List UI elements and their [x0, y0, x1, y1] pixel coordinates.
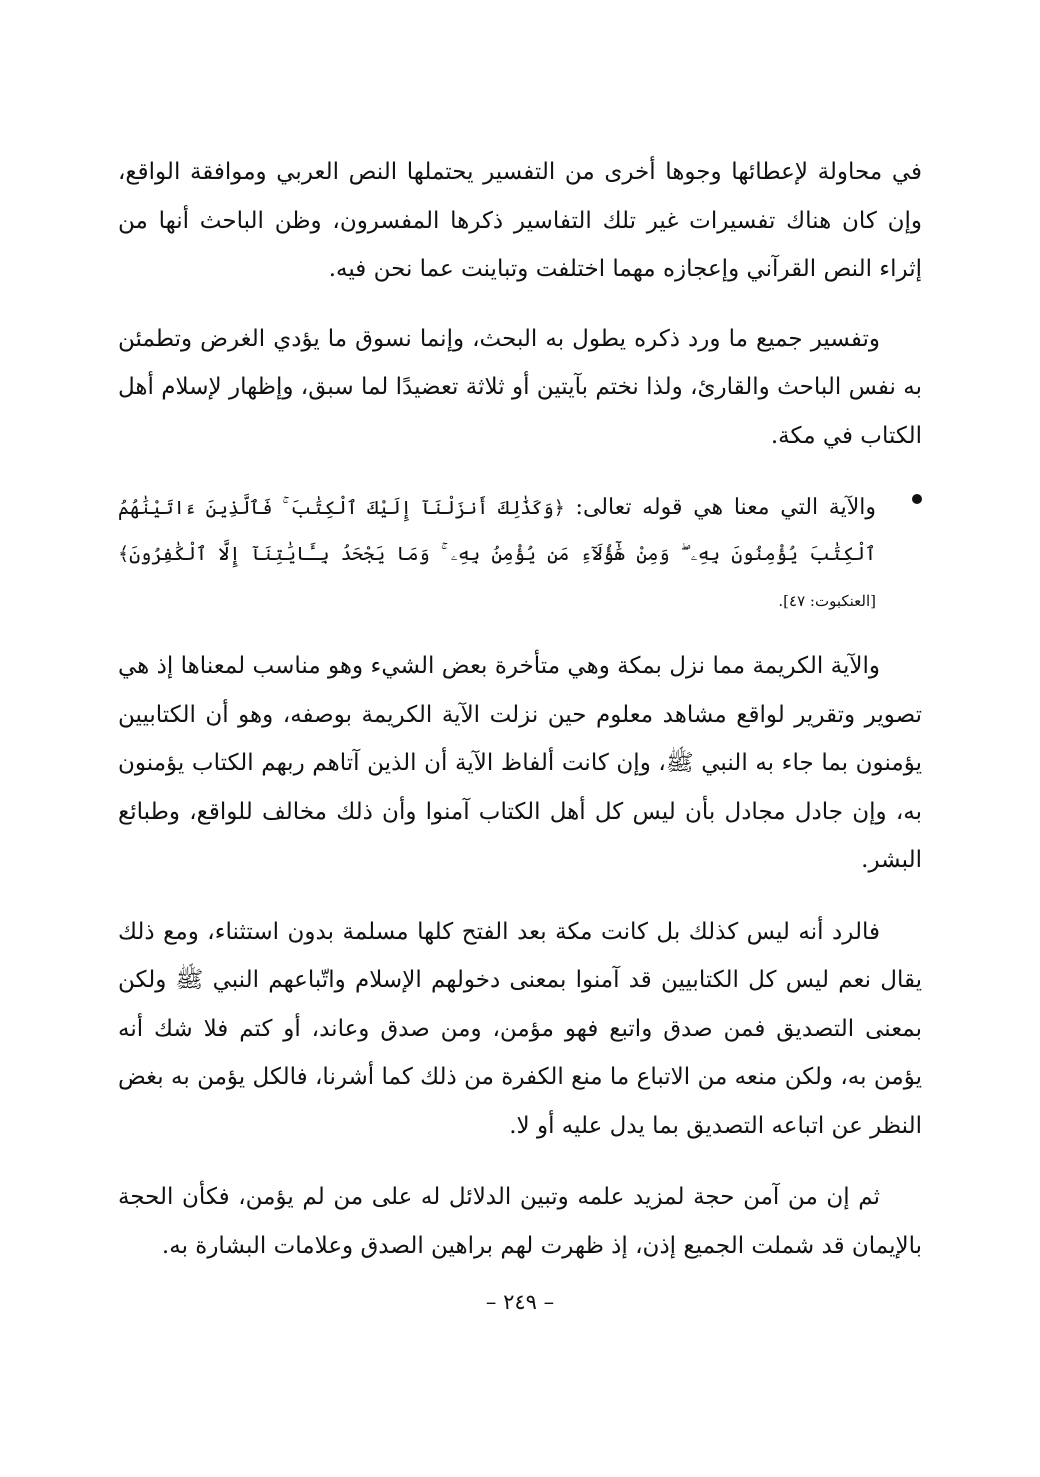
verse-bullet-item — [118, 485, 922, 624]
paragraph-3: والآية الكريمة مما نزل بمكة وهي متأخرة بعض الشيء وهو مناسب لمعناها إذ هي تصوير وتقرير لواقع مشاهد معلوم حين نزلت الآية الكريمة بوصفه، وهو أن الكتابيين يؤمنون بما جاء به النبي ﷺ، وإن كانت ألفاظ الآية أن الذين آتاهم ربهم الكتاب يؤمنون به، وإن جادل مجادل بأن ليس كل أهل الكتاب آمنوا وأن ذلك مخالف للواقع، وطبائع البشر. — [118, 653, 922, 873]
verse-paragraph — [118, 485, 876, 624]
paragraph-4: فالرد أنه ليس كذلك بل كانت مكة بعد الفتح كلها مسلمة بدون استثناء، ومع ذلك يقال نعم ليس كل الكتابيين قد آمنوا بمعنى دخولهم الإسلام واتّباعهم النبي ﷺ ولكن بمعنى التصديق فمن صدق واتبع فهو مؤمن، ومن صدق وعاند، أو كتم فلا شك أنه يؤمن به، ولكن منعه من الاتباع ما منع الكفرة من ذلك كما أشرنا، فالكل يؤمن به بغض النظر عن اتباعه التصديق بما يدل عليه أو لا. — [118, 918, 922, 1139]
bullet-icon — [912, 494, 922, 504]
verse-intro: والآية التي معنا هي قوله تعالى: — [575, 495, 876, 520]
paragraph-5: ثم إن من آمن حجة لمزيد علمه وتبين الدلائل له على من لم يؤمن، فكأن الحجة بالإيمان قد شملت الجميع إذن، إذ ظهرت لهم براهين الصدق وعلامات البشارة به. — [118, 1184, 922, 1259]
paragraph-1: في محاولة لإعطائها وجوها أخرى من التفسير يحتملها النص العربي وموافقة الواقع، وإن كان هناك تفسيرات غير تلك التفاسير ذكرها المفسرون، وظن الباحث أنها من إثراء النص القرآني وإعجازه مهما اختلفت وتباينت عما نحن فيه. — [118, 159, 922, 282]
page-number: – ٢٤٩ – — [485, 1290, 555, 1314]
quran-verse: ﴿وَكَذَٰلِكَ أَنزَلْنَآ إِلَيْكَ ٱلْكِتَٰبَ ۚ فَٱلَّذِينَ ءَاتَيْنَٰهُمُ ٱلْكِتَٰبَ يُؤْمِنُونَ بِهِۦ ۖ وَمِنْ هَٰٓؤُلَآءِ مَن يُؤْمِنُ بِهِۦ ۚ وَمَا يَجْحَدُ بِـَٔايَٰتِنَآ إِلَّا ٱلْكَٰفِرُونَ﴾ — [118, 497, 876, 565]
page-body — [118, 148, 922, 1270]
paragraph-2: وتفسير جميع ما ورد ذكره يطول به البحث، وإنما نسوق ما يؤدي الغرض وتطمئن به نفس الباحث والقارئ، ولذا نختم بآيتين أو ثلاثة تعضيدًا لما سبق، وإظهار لإسلام أهل الكتاب في مكة. — [118, 325, 922, 449]
verse-reference: [العنكبوت: ٤٧]. — [778, 592, 876, 610]
